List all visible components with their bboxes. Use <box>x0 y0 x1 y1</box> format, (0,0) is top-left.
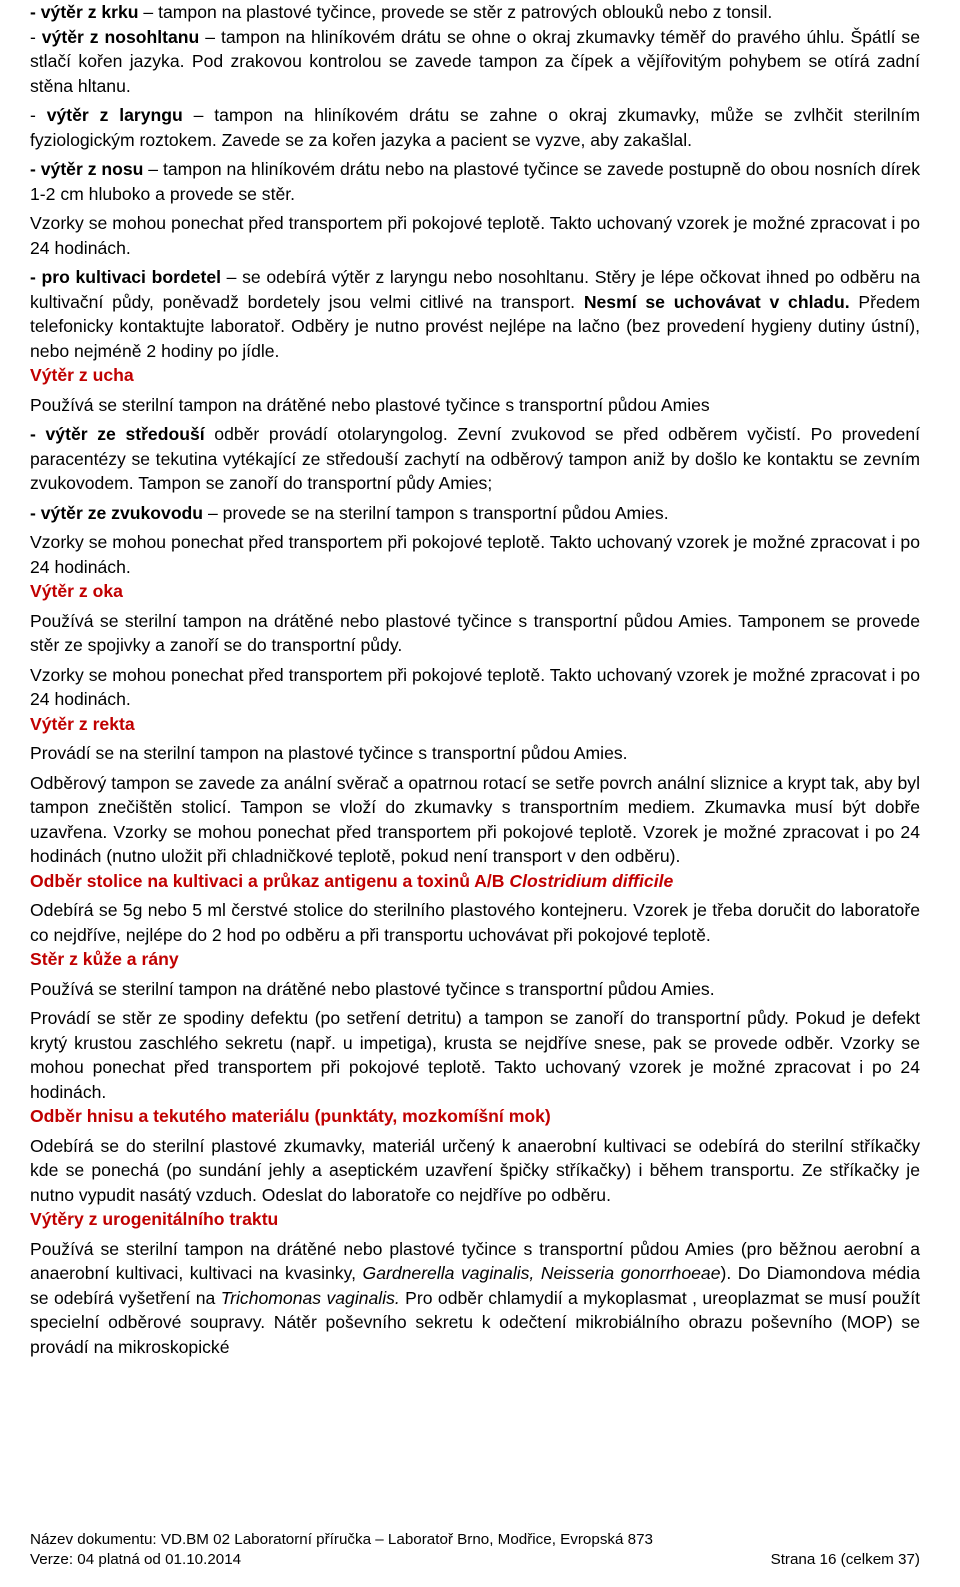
footer-version: Verze: 04 platná od 01.10.2014 <box>30 1551 242 1568</box>
text-run: Používá se sterilní tampon na drátěné nebo plastové tyčince s transportní půdou Amies <box>30 394 710 415</box>
section-heading <box>30 869 920 894</box>
text-run: Výtěr z rekta <box>30 713 135 734</box>
text-run: výtěr z nosohltanu <box>41 26 200 47</box>
paragraph <box>30 771 920 869</box>
text-run: Používá se sterilní tampon na drátěné nebo plastové tyčince s transportní půdou Amies (pro běžnou aerobní a anaerobní kultivaci, kultivaci na kvasinky, <box>30 1238 920 1283</box>
paragraph <box>30 157 920 206</box>
footer-document-name: Název dokumentu: VD.BM 02 Laboratorní příručka – Laboratoř Brno, Modřice, Evropská 873 <box>30 1531 654 1548</box>
text-run: Stěr z kůže a rány <box>30 949 179 969</box>
text-run: Používá se sterilní tampon na drátěné nebo plastové tyčince s transportní půdou Amies. <box>30 978 715 999</box>
text-run: – tampon na plastové tyčince, provede se stěr z patrových oblouků nebo z tonsil. <box>138 2 773 22</box>
text-run: - <box>30 424 46 444</box>
paragraph <box>30 609 920 658</box>
text-run: Používá se sterilní tampon na drátěné nebo plastové tyčince s transportní půdou Amies. Tamponem se provede stěr ze spojivky a zanoří se do transportní půdy. <box>30 610 920 655</box>
paragraph <box>30 103 920 152</box>
text-run: Odebírá se 5g nebo 5 ml čerstvé stolice do sterilního plastového kontejneru. Vzorek je třeba doručit do laboratoře co nejdříve, nejlépe do 2 hod po odběru a při transportu uchovávat při pokojové teplotě. <box>30 900 920 945</box>
text-run: Vzorky se mohou ponechat před transportem při pokojové teplotě. Takto uchovaný vzorek je možné zpracovat i po 24 hodinách. <box>30 213 920 258</box>
text-run: Odebírá se do sterilní plastové zkumavky, materiál určený k anaerobní kultivaci se odebírá do sterilní stříkačky kde se ponechá (po sundání jehly a aseptickém uzavření špičky stříkačky) i během transportu. Ze stříkačky je nutno vypudit nasátý vzduch. Odeslat do laboratoře co nejdříve po odběru. <box>30 1135 920 1205</box>
paragraph <box>30 211 920 260</box>
text-run: Výtěr z oka <box>30 581 123 601</box>
paragraph <box>30 977 920 1002</box>
paragraph <box>30 393 920 418</box>
text-run: – tampon na hliníkovém drátu se ohne o okraj zkumavky téměř do pravého úhlu. Špátlí se stlačí kořen jazyka. Pod zrakovou kontrolou se zavede tampon za čípek a vějířovitým pohybem se otírá zadní stěna hltanu. <box>30 26 921 96</box>
paragraph <box>30 898 920 947</box>
text-run: Odběr hnisu a tekutého materiálu (punktáty, mozkomíšní mok) <box>30 1106 551 1126</box>
text-run: výtěr ze zvukovodu <box>40 502 204 523</box>
text-run: výtěr z laryngu <box>46 105 183 125</box>
text-run: Odběr stolice na kultivaci a průkaz antigenu a toxinů A/B <box>30 870 510 891</box>
document-body <box>30 0 920 1359</box>
section-heading <box>30 1207 920 1232</box>
text-run: výtěr ze středouší <box>45 424 205 444</box>
section-heading <box>30 579 920 604</box>
paragraph <box>30 0 920 25</box>
text-run: Gardnerella vaginalis, Neisseria gonorrhoeae <box>362 1263 721 1283</box>
text-run: - <box>30 502 41 523</box>
text-run: - <box>30 105 47 125</box>
section-heading <box>30 1104 920 1129</box>
text-run: Pro odběr chlamydií a mykoplasmat , ureoplazmat se musí použít specielní odběrové soupravy. Nátěr poševního sekretu k odečtení mikrobiálního obrazu poševního (MOP) se provádí na mikroskopické <box>30 1287 920 1357</box>
text-run: Odběrový tampon se zavede za anální svěrač a opatrnou rotací se setře povrch anální sliznice a krypt tak, aby byl tampon znečištěn stolicí. Tampon se vloží do zkumavky s transportním mediem. Zkumavka musí být dobře uzavřena. Vzorky se mohou ponechat před transportem při pokojové teplotě. Vzorek je možné zpracovat i po 24 hodinách (nutno uložit při chladničkové teplotě, pokud není transport v den odběru). <box>30 772 920 866</box>
text-run: Vzorky se mohou ponechat před transportem při pokojové teplotě. Takto uchovaný vzorek je možné zpracovat i po 24 hodinách. <box>30 664 920 709</box>
text-run: - pro kultivaci bordetel <box>30 267 221 287</box>
footer-page-number: Strana 16 (celkem 37) <box>770 1551 920 1568</box>
section-heading <box>30 947 920 972</box>
text-run: - <box>30 2 41 22</box>
text-run: Clostridium difficile <box>509 870 674 891</box>
paragraph <box>30 1237 920 1360</box>
text-run: – tampon na hliníkovém drátu nebo na plastové tyčince se zavede postupně do obou nosních dírek 1-2 cm hluboko a provede se stěr. <box>30 159 921 204</box>
text-run: Provádí se na sterilní tampon na plastové tyčince s transportní půdou Amies. <box>30 743 628 763</box>
text-run: – tampon na hliníkovém drátu se zahne o okraj zkumavky, může se zvlhčit sterilním fyziologickým roztokem. Zavede se za kořen jazyka a pacient se vyzve, aby zakašlal. <box>30 105 920 150</box>
paragraph <box>30 501 920 526</box>
text-run: Nesmí se uchovávat v chladu. <box>583 291 850 312</box>
paragraph <box>30 1006 920 1104</box>
text-run: Výtěry z urogenitálního traktu <box>30 1209 279 1229</box>
text-run: - <box>30 159 41 179</box>
paragraph <box>30 265 920 363</box>
paragraph <box>30 25 920 99</box>
text-run: - <box>30 26 42 47</box>
text-run: výtěr z nosu <box>40 159 144 179</box>
paragraph <box>30 663 920 712</box>
text-run: Provádí se stěr ze spodiny defektu (po setření detritu) a tampon se zanoří do transportní půdy. Pokud je defekt krytý krustou zaschlého sekretu (např. u impetiga), krusta se nejdříve snese, pak se provede odběr. Vzorky se mohou ponechat před transportem při pokojové teplotě. Takto uchovaný vzorek je možné zpracovat i po 24 hodinách. <box>30 1008 920 1102</box>
text-run: Trichomonas vaginalis. <box>220 1287 400 1308</box>
paragraph <box>30 422 920 496</box>
text-run: Předem telefonicky kontaktujte laboratoř. Odběry je nutno provést nejlépe na lačno (bez provedení hygieny dutiny ústní), nebo nejméně 2 hodiny po jídle. <box>30 291 920 361</box>
text-run: ). Do Diamondova média se odebírá vyšetření na <box>30 1263 920 1308</box>
paragraph <box>30 1134 920 1208</box>
text-run: – provede se na sterilní tampon s transportní půdou Amies. <box>203 502 669 523</box>
section-heading <box>30 712 920 737</box>
text-run: odběr provádí otolaryngolog. Zevní zvukovod se před odběrem vyčistí. Po provedení paracentézy se tekutina vytékající ze středouší zachytí na odběrový tampon aniž by došlo ke kontaktu se zevním zvukovodem. Tampon se zanoří do transportní půdy Amies; <box>30 424 921 493</box>
page-footer <box>30 1530 920 1570</box>
paragraph <box>30 530 920 579</box>
section-heading <box>30 363 920 388</box>
text-run: Vzorky se mohou ponechat před transportem při pokojové teplotě. Takto uchovaný vzorek je možné zpracovat i po 24 hodinách. <box>30 532 920 577</box>
paragraph <box>30 741 920 766</box>
text-run: Výtěr z ucha <box>30 365 134 385</box>
text-run: – se odebírá výtěr z laryngu nebo nosohltanu. Stěry je lépe očkovat ihned po odběru na kultivační půdy, poněvadž bordetely jsou velmi citlivé na transport. <box>30 267 920 312</box>
text-run: výtěr z krku <box>40 2 139 22</box>
